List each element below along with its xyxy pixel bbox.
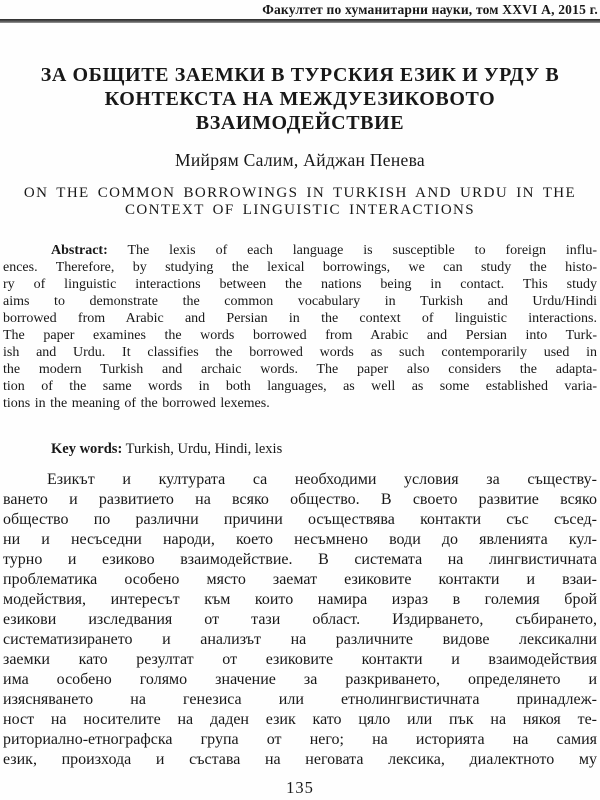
body-line: общество по различни причини осъществява контакти със съсед- — [3, 511, 597, 528]
title-en-line: ON THE COMMON BORROWINGS IN TURKISH AND URDU IN THE — [23, 185, 577, 201]
body-line: проблематика особено място заемат езиковите контакти и взаи- — [3, 571, 597, 588]
page-number: 135 — [286, 778, 314, 797]
abstract-section — [0, 242, 600, 412]
title-bg-line: КОНТЕКСТА НА МЕЖДУЕЗИКОВОТО — [104, 88, 496, 110]
body-line: ност на носителите на даден език като цяло или пък на някоя те- — [3, 711, 597, 728]
abstract-line: ences. Therefore, by studying the lexical borrowings, we can study the histo- — [3, 260, 597, 275]
abstract-label: Abstract: — [51, 243, 108, 258]
keywords-label: Key words: — [51, 441, 123, 457]
body-line: има особено голямо значение за разкриването, определянето и — [3, 671, 597, 688]
abstract-line: tions in the meaning of the borrowed lexemes. — [3, 396, 270, 411]
body-line: Езикът и културата са необходими условия за съществу- — [47, 471, 597, 488]
abstract-line: borrowed from Arabic and Persian in the context of linguistic interactions. — [3, 311, 597, 326]
header-rule — [0, 19, 600, 23]
abstract-text: The lexis of each language is susceptible to foreign influ- — [127, 243, 597, 258]
keywords-text: Turkish, Urdu, Hindi, lexis — [125, 441, 283, 457]
article-title-english — [0, 185, 600, 219]
journal-running-head: Факултет по хуманитарни науки, том XXVI А, 2015 г. — [262, 2, 598, 17]
body-line: турно и езиково взаимодействие. В системата на лингвистичната — [3, 551, 597, 568]
abstract-line: ish and Urdu. It classifies the borrowed words as such contemporarily used in — [3, 345, 597, 360]
body-line: ването и развитието на всяко общество. В своето развитие всяко — [3, 491, 597, 508]
abstract-line: the modern Turkish and archaic words. The paper also considers the adapta- — [3, 362, 597, 377]
title-bg-line: ВЗАИМОДЕЙСТВИЕ — [195, 112, 405, 134]
title-bg-line: ЗА ОБЩИТЕ ЗАЕМКИ В ТУРСКИЯ ЕЗИК И УРДУ В — [40, 64, 560, 86]
body-line: систематизирането и анализът на различните видове лексикални — [3, 631, 597, 648]
article-title-bulgarian — [0, 63, 600, 135]
abstract-line: ry of linguistic interactions between the nations being in contact. This study — [3, 277, 597, 292]
body-line: заемки като резултат от езиковите контакти и взаимодействия — [3, 651, 597, 668]
body-line: риториално-етнографска група от него; на историята на самия — [3, 731, 597, 748]
abstract-line: aims to demonstrate the common vocabulary in Turkish and Urdu/Hindi — [3, 294, 597, 309]
body-line: ни и несъседни народи, което несъмнено води до явленията кул- — [3, 531, 597, 548]
keywords-line — [0, 441, 600, 458]
body-line: езикови изследвания от тази област. Издирването, събирането, — [3, 611, 597, 628]
body-line: език, произхода и състава на неговата лексика, диалектното му — [3, 751, 597, 768]
body-line: изясняването на генезиса или етнолингвистичната принадлеж- — [3, 691, 597, 708]
body-paragraph — [0, 470, 600, 770]
authors-line: Мийрям Салим, Айджан Пенева — [175, 150, 425, 170]
abstract-line: tion of the same words in both languages, as well as some established varia- — [3, 379, 597, 394]
title-en-line: CONTEXT OF LINGUISTIC INTERACTIONS — [124, 202, 476, 218]
abstract-line — [3, 242, 597, 259]
body-line: модействия, интересът към които намира израз в големия брой — [3, 591, 597, 608]
abstract-line: The paper examines the words borrowed from Arabic and Persian into Turk- — [3, 328, 597, 343]
